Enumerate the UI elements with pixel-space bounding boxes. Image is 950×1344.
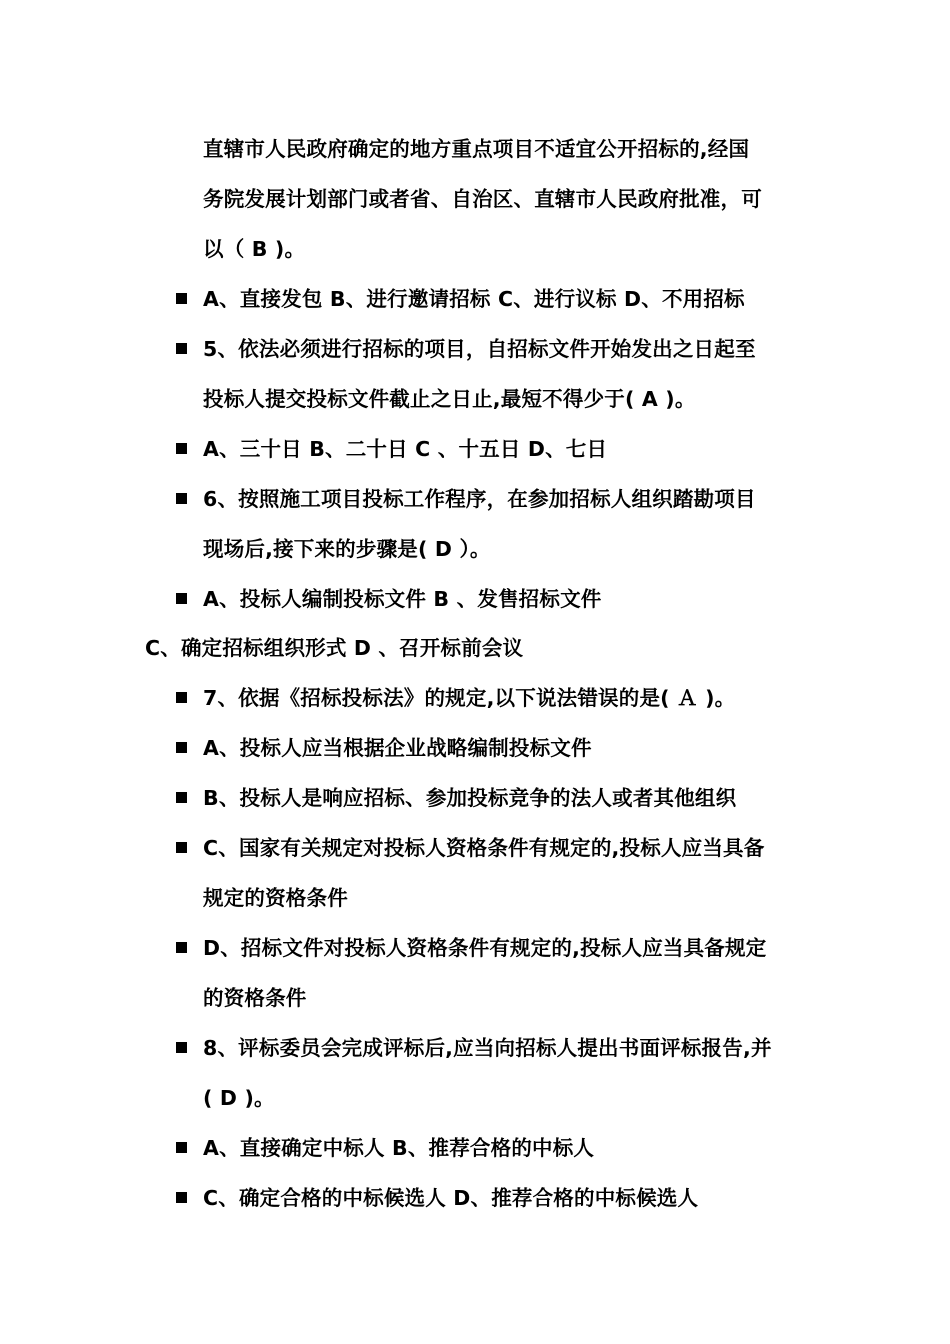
list-item: C、确定合格的中标候选人 D、推荐合格的中标候选人: [203, 1186, 699, 1210]
bullet-square-icon: [176, 942, 187, 953]
bullet-square-icon: [176, 692, 187, 703]
list-item: C、国家有关规定对投标人资格条件有规定的,投标人应当具备: [203, 836, 765, 860]
bullet-square-icon: [176, 343, 187, 354]
list-item: A、投标人应当根据企业战略编制投标文件: [203, 736, 592, 760]
bullet-square-icon: [176, 443, 187, 454]
bullet-square-icon: [176, 842, 187, 853]
text-line: 现场后,接下来的步骤是( D ）。: [203, 537, 491, 561]
bullet-square-icon: [176, 293, 187, 304]
text-line: 投标人提交投标文件截止之日止,最短不得少于( A )。: [203, 387, 696, 411]
list-item: 6、按照施工项目投标工作程序，在参加招标人组织踏勘项目: [203, 487, 756, 511]
text-line: C、确定招标组织形式 D 、召开标前会议: [145, 636, 524, 660]
text-line: ( D )。: [203, 1086, 275, 1110]
list-item: A、直接发包 B、进行邀请招标 C、进行议标 D、不用招标: [203, 287, 745, 311]
bullet-square-icon: [176, 742, 187, 753]
list-item: A、三十日 B、二十日 C 、十五日 D、七日: [203, 437, 608, 461]
list-item: 7、依据《招标投标法》的规定,以下说法错误的是( Ａ )。: [203, 686, 736, 710]
text-line: 以（ B )。: [203, 237, 306, 261]
text-line: 规定的资格条件: [203, 886, 348, 910]
bullet-square-icon: [176, 493, 187, 504]
text-line: 务院发展计划部门或者省、自治区、直辖市人民政府批准，可: [203, 187, 762, 211]
bullet-square-icon: [176, 1192, 187, 1203]
text-line: 直辖市人民政府确定的地方重点项目不适宜公开招标的,经国: [203, 137, 750, 161]
bullet-square-icon: [176, 1142, 187, 1153]
bullet-square-icon: [176, 792, 187, 803]
bullet-square-icon: [176, 1042, 187, 1053]
list-item: A、直接确定中标人 B、推荐合格的中标人: [203, 1136, 595, 1160]
text-line: 的资格条件: [203, 986, 307, 1010]
list-item: 5、依法必须进行招标的项目，自招标文件开始发出之日起至: [203, 337, 756, 361]
list-item: D、招标文件对投标人资格条件有规定的,投标人应当具备规定: [203, 936, 767, 960]
bullet-square-icon: [176, 593, 187, 604]
list-item: B、投标人是响应招标、参加投标竞争的法人或者其他组织: [203, 786, 737, 810]
list-item: 8、评标委员会完成评标后,应当向招标人提出书面评标报告,并: [203, 1036, 772, 1060]
list-item: A、投标人编制投标文件 B 、发售招标文件: [203, 587, 602, 611]
